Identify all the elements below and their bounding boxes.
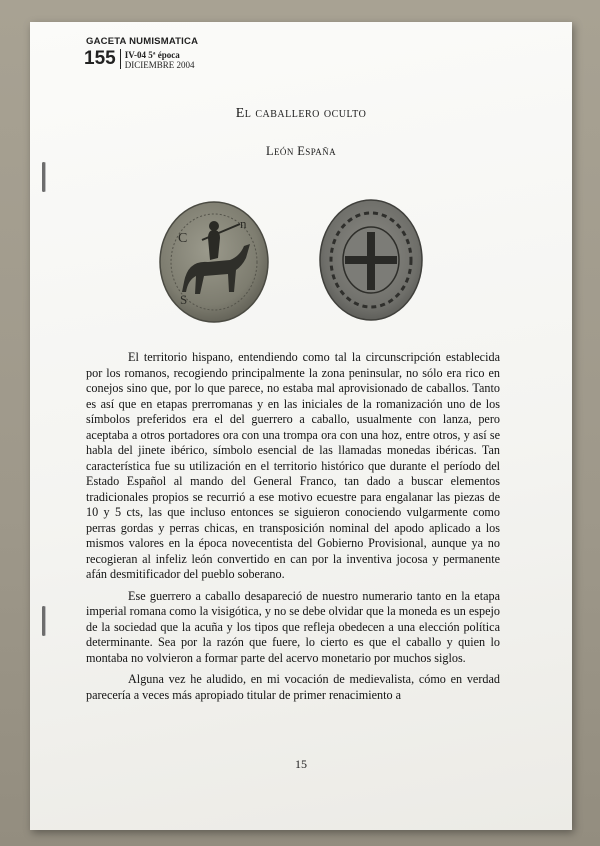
staple-top [42, 162, 45, 192]
svg-text:C: C [178, 231, 188, 246]
article-author: León España [266, 144, 336, 158]
page-number: 15 [295, 757, 307, 771]
coin-obverse-image [158, 200, 270, 324]
journal-title: GACETA NUMISMATICA [86, 36, 199, 47]
issue-date: DICIEMBRE 2004 [124, 60, 195, 70]
issue-code: IV-04 5ª época [124, 50, 180, 60]
masthead [84, 36, 304, 70]
paragraph-1: El territorio hispano, entendiendo como tal la circunscripción establecida por los romanos, recogiendo principalmente la zona peninsular, no sólo era rico en conejos sino que, por lo que parece, no estaba mal aprovisionado de caballos. Tanto es así que en etapas prerromanas y en las iniciales de la romanización uno de los símbolos preferidos era el del guerrero a caballo, usualmente con lanza, pero aceptaba a otros portadores ora con una trompa ora con una hoz, entre otros, y así se habla del jinete ibérico, símbolo esencial de las llamadas monedas ibéricas. Tan característica fue su utilización en el territorio histórico que durante el período del Estado Español al mando del General Franco, tan dado a buscar elementos tradicionales propios se recurrió a ese motivo ecuestre para engalanar las piezas de 10 y 5 cts, las que incluso entonces se siguieron conociendo vulgarmente como perras gordas y perras chicas, en transposición nominal del apodo aplicado a los mismos valores en la época novecentista del Gobierno Provisional, aunque ya no recogieran al infeliz león convertido en can por la inventiva jocosa y permanente afán desmitificador del pueblo soberano. [86, 350, 500, 581]
coin-reverse-image [318, 198, 424, 322]
horseman-coin-icon [158, 200, 270, 324]
svg-text:n: n [240, 216, 247, 231]
cross-coin-icon [318, 198, 424, 322]
staple-bottom [42, 606, 45, 636]
article-title: El caballero oculto [235, 106, 367, 121]
paragraph-3: Alguna vez he aludido, en mi vocación de medievalista, cómo en verdad parecería a veces más apropiado titular de primer renacimiento a [86, 672, 500, 702]
issue-number: 155 [84, 49, 121, 69]
issue-meta [121, 50, 195, 70]
issue-block [84, 49, 304, 70]
paragraph-2: Ese guerrero a caballo desapareció de nuestro numerario tanto en la etapa imperial romana como la visigótica, y no se debe olvidar que la moneda es un espejo de la sociedad que la acuña y los tipos que refleja obedecen a una elección política determinante. Sea por la razón que fuere, lo cierto es que el caballo y quien lo montaba no volvieron a formar parte del acervo monetario por muchos siglos. [86, 588, 500, 665]
article-body [86, 350, 500, 709]
svg-text:S: S [180, 292, 188, 307]
